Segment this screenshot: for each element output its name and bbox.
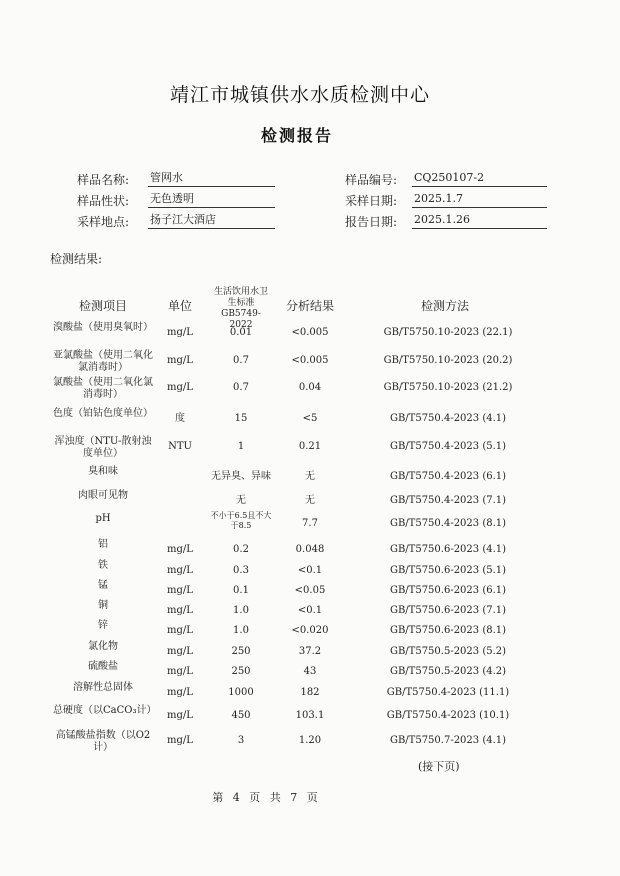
continued-note: (接下页) xyxy=(418,760,460,773)
row-item: 浑浊度（NTU-散射浊度单位） xyxy=(54,436,152,459)
row-method: GB/T5750.6-2023 (7.1) xyxy=(389,605,507,616)
row-method: GB/T5750.6-2023 (6.1) xyxy=(389,585,507,596)
row-result: 无 xyxy=(305,471,315,482)
row-standard: 0.1 xyxy=(233,585,249,596)
row-result: <0.1 xyxy=(297,565,323,576)
report-date-value: 2025.1.26 xyxy=(412,212,547,229)
row-standard: 0.7 xyxy=(233,355,249,366)
row-unit: mg/L xyxy=(167,625,193,636)
row-result: <0.05 xyxy=(294,585,326,596)
row-item: 氯化物 xyxy=(88,641,118,652)
row-result: 0.04 xyxy=(298,382,322,393)
row-item: 铜 xyxy=(98,600,108,611)
sampling-site-label: 采样地点: xyxy=(77,215,130,229)
row-result: 43 xyxy=(303,666,317,677)
row-item: 锌 xyxy=(98,620,108,631)
row-standard: 3 xyxy=(237,735,245,746)
row-standard: 0.7 xyxy=(233,382,249,393)
row-unit: mg/L xyxy=(167,327,193,338)
row-standard: 不小于6.5且不大于8.5 xyxy=(210,511,272,530)
header-method: 检测方法 xyxy=(420,299,469,313)
row-unit: mg/L xyxy=(167,735,193,746)
row-result: 182 xyxy=(300,687,320,698)
row-standard: 250 xyxy=(231,646,251,657)
row-method: GB/T5750.4-2023 (10.1) xyxy=(386,710,510,721)
row-standard: 1 xyxy=(237,441,245,452)
row-item: 总硬度（以CaCO₃计） xyxy=(53,705,157,716)
row-standard: 15 xyxy=(234,413,248,424)
sample-name-value: 管网水 xyxy=(148,170,275,187)
row-unit: mg/L xyxy=(167,585,193,596)
row-method: GB/T5750.4-2023 (11.1) xyxy=(386,687,510,698)
page-footer: 第 4 页 共 7 页 xyxy=(212,791,318,804)
row-method: GB/T5750.5-2023 (5.2) xyxy=(389,646,507,657)
header-item: 检测项目 xyxy=(78,299,127,313)
row-unit: mg/L xyxy=(167,382,193,393)
sample-no-label: 样品编号: xyxy=(345,173,398,187)
row-unit: mg/L xyxy=(167,666,193,677)
row-unit: mg/L xyxy=(167,544,193,555)
row-method: GB/T5750.4-2023 (7.1) xyxy=(389,495,507,506)
row-standard: 0.3 xyxy=(233,565,249,576)
row-method: GB/T5750.4-2023 (6.1) xyxy=(389,471,507,482)
results-label: 检测结果: xyxy=(50,252,103,266)
row-item: 臭和味 xyxy=(88,466,118,477)
report-title: 检测报告 xyxy=(260,126,333,145)
row-method: GB/T5750.10-2023 (21.2) xyxy=(383,382,513,393)
row-item: pH xyxy=(95,513,111,524)
row-item: 溶解性总固体 xyxy=(73,682,133,693)
row-item: 铝 xyxy=(98,539,108,550)
row-result: <5 xyxy=(302,413,318,424)
row-result: 103.1 xyxy=(295,710,325,721)
row-standard: 1.0 xyxy=(233,625,249,636)
row-method: GB/T5750.10-2023 (22.1) xyxy=(383,327,513,338)
row-result: 1.20 xyxy=(298,735,322,746)
row-unit: NTU xyxy=(168,441,192,452)
row-method: GB/T5750.4-2023 (4.1) xyxy=(389,413,507,424)
row-result: 7.7 xyxy=(302,518,318,529)
row-result: <0.005 xyxy=(291,355,329,366)
row-item: 铁 xyxy=(98,560,108,571)
row-standard: 450 xyxy=(231,710,251,721)
sampling-date-label: 采样日期: xyxy=(345,194,398,208)
row-standard: 无 xyxy=(236,495,246,506)
row-item: 溴酸盐（使用臭氧时） xyxy=(53,322,153,333)
row-method: GB/T5750.4-2023 (8.1) xyxy=(389,518,507,529)
row-unit: mg/L xyxy=(167,565,193,576)
row-unit: 度 xyxy=(175,413,185,424)
row-standard: 1000 xyxy=(228,687,254,698)
row-item: 氯酸盐（使用二氧化氯消毒时） xyxy=(53,377,153,400)
header-result: 分析结果 xyxy=(285,299,334,313)
sample-property-label: 样品性状: xyxy=(77,194,130,208)
row-item: 肉眼可见物 xyxy=(78,490,128,501)
sampling-date-value: 2025.1.7 xyxy=(412,191,547,208)
row-standard: 250 xyxy=(231,666,251,677)
report-date-label: 报告日期: xyxy=(345,215,398,229)
row-result: 0.048 xyxy=(295,544,325,555)
sample-name-label: 样品名称: xyxy=(77,173,130,187)
row-method: GB/T5750.6-2023 (8.1) xyxy=(389,625,507,636)
row-item: 高锰酸盐指数（以O2计） xyxy=(55,730,151,753)
row-result: <0.020 xyxy=(291,625,329,636)
row-item: 硫酸盐 xyxy=(88,661,118,672)
row-standard: 1.0 xyxy=(233,605,249,616)
organization-title: 靖江市城镇供水水质检测中心 xyxy=(169,84,430,106)
row-standard: 无异臭、异味 xyxy=(211,471,271,482)
row-item: 亚氯酸盐（使用二氧化氯消毒时） xyxy=(53,350,153,373)
sample-property-value: 无色透明 xyxy=(148,191,275,208)
row-method: GB/T5750.5-2023 (4.2) xyxy=(389,666,507,677)
row-unit: mg/L xyxy=(167,605,193,616)
sample-no-value: CQ250107-2 xyxy=(412,170,547,187)
row-method: GB/T5750.10-2023 (20.2) xyxy=(383,355,513,366)
row-unit: mg/L xyxy=(167,710,193,721)
row-result: 无 xyxy=(305,495,315,506)
header-unit: 单位 xyxy=(167,299,192,313)
row-unit: mg/L xyxy=(167,687,193,698)
row-item: 锰 xyxy=(98,580,108,591)
row-standard: 0.2 xyxy=(233,544,249,555)
row-method: GB/T5750.6-2023 (5.1) xyxy=(389,565,507,576)
row-item: 色度（铂钴色度单位） xyxy=(53,408,153,419)
row-result: <0.005 xyxy=(291,327,329,338)
row-unit: mg/L xyxy=(167,646,193,657)
header-standard: 生活饮用水卫生标准GB5749-2022 xyxy=(213,287,268,330)
row-result: 0.21 xyxy=(298,441,322,452)
row-method: GB/T5750.6-2023 (4.1) xyxy=(389,544,507,555)
row-method: GB/T5750.4-2023 (5.1) xyxy=(389,441,507,452)
sampling-site-value: 扬子江大酒店 xyxy=(148,212,275,229)
row-result: <0.1 xyxy=(297,605,323,616)
row-result: 37.2 xyxy=(298,646,322,657)
row-unit: mg/L xyxy=(167,355,193,366)
row-standard: 0.01 xyxy=(229,327,253,338)
row-method: GB/T5750.7-2023 (4.1) xyxy=(389,735,507,746)
